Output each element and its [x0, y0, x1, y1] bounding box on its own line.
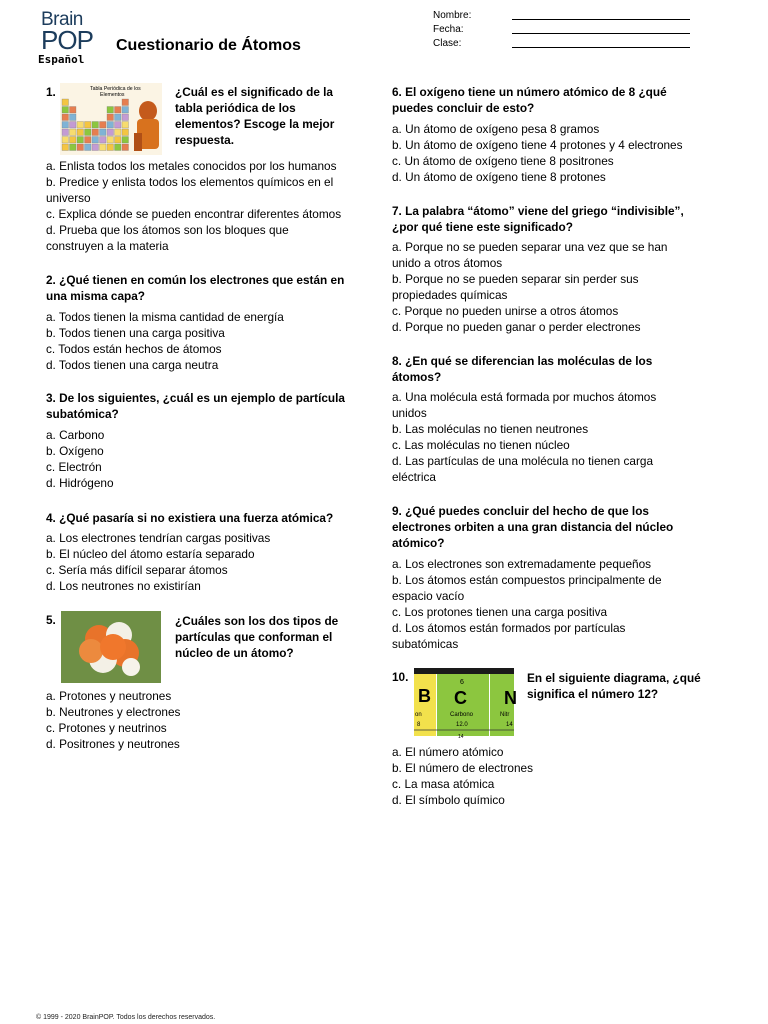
periodic-table-cell [92, 137, 99, 144]
periodic-table-cell [100, 137, 107, 144]
question-1-number: 1. [46, 85, 56, 99]
option-b[interactable]: b. Oxígeno [46, 444, 104, 458]
question-7-options [392, 239, 667, 335]
question-8-number: 8. [392, 354, 402, 368]
question-10-number: 10. [392, 670, 409, 684]
option-b-continued: propiedades químicas [392, 288, 508, 302]
field-line-nombre[interactable] [512, 19, 690, 20]
question-5-line: ¿Cuáles son los dos tipos de [175, 614, 339, 628]
option-c[interactable]: c. Sería más difícil separar átomos [46, 563, 228, 577]
question-5-line: núcleo de un átomo? [175, 646, 294, 660]
periodic-table-cell [107, 107, 114, 114]
option-b[interactable]: b. Todos tienen una carga positiva [46, 326, 225, 340]
option-a[interactable]: a. Protones y neutrones [46, 689, 172, 703]
periodic-table-cell [77, 129, 84, 136]
question-7-line: ¿por qué tiene este significado? [392, 220, 573, 234]
periodic-table-cell [70, 122, 77, 129]
question-5-options [46, 688, 180, 752]
question-9-line: atómico? [392, 536, 445, 550]
carbon-mass: 12.0 [456, 722, 468, 728]
question-3-line: De los siguientes, ¿cuál es un ejemplo de partícula [59, 391, 345, 405]
option-c[interactable]: c. La masa atómica [392, 777, 495, 791]
right-element-name: Nitr [500, 712, 510, 718]
option-a[interactable]: a. Enlista todos los metales conocidos por los humanos [46, 159, 337, 173]
page-title: Cuestionario de Átomos [116, 37, 301, 54]
question-2-text [46, 272, 344, 304]
question-1-line: tabla periódica de los [175, 101, 296, 115]
option-b[interactable]: b. Predice y enlista todos los elementos químicos en el [46, 175, 334, 189]
option-a[interactable]: a. Los electrones son extremadamente pequeños [392, 557, 652, 571]
question-3-number: 3. [46, 391, 56, 405]
field-line-fecha[interactable] [512, 33, 690, 34]
question-9-number: 9. [392, 504, 402, 518]
question-8-text [392, 353, 652, 385]
periodic-table-cell [85, 144, 92, 151]
option-d[interactable]: d. Los neutrones no existirían [46, 579, 201, 593]
question-8-line: ¿En qué se diferencian las moléculas de los [405, 354, 653, 368]
periodic-table-cell [122, 122, 129, 129]
option-d[interactable]: d. Positrones y neutrones [46, 737, 180, 751]
periodic-table-image [60, 83, 162, 155]
carbon-below-number: 14 [458, 734, 464, 740]
carbon-name: Carbono [450, 712, 474, 718]
diagram-top-bar [414, 668, 514, 674]
option-a[interactable]: a. Los electrones tendrían cargas positivas [46, 531, 271, 545]
option-d[interactable]: d. Las partículas de una molécula no tienen carga [392, 454, 654, 468]
periodic-table-cell [77, 122, 84, 129]
carbon-atomic-number: 6 [460, 679, 464, 686]
question-10-options [392, 744, 533, 808]
periodic-table-cell [85, 122, 92, 129]
question-2-options [46, 309, 284, 373]
question-9-line: electrones orbiten a una gran distancia del núcleo [392, 520, 674, 534]
periodic-table-cell [107, 122, 114, 129]
option-b-continued: espacio vacío [392, 589, 465, 603]
option-a-continued: unidos [392, 406, 427, 420]
question-10-line: En el siguiente diagrama, ¿qué [527, 671, 701, 685]
question-3-text [46, 390, 345, 422]
option-c[interactable]: c. Porque no pueden unirse a otros átomos [392, 304, 619, 318]
right-element-symbol: N [504, 688, 517, 708]
option-b[interactable]: b. Las moléculas no tienen neutrones [392, 422, 589, 436]
periodic-table-cell [100, 122, 107, 129]
periodic-table-cell [62, 114, 69, 121]
option-d[interactable]: d. Hidrógeno [46, 476, 114, 490]
question-7-text [392, 203, 684, 235]
periodic-table-cell [115, 129, 122, 136]
field-label-nombre: Nombre: [433, 10, 472, 21]
periodic-table-cell [107, 114, 114, 121]
option-a-continued: unido a otros átomos [392, 256, 503, 270]
question-3-line: subatómica? [46, 407, 119, 421]
option-d[interactable]: d. Todos tienen una carga neutra [46, 358, 219, 372]
option-b[interactable]: b. El número de electrones [392, 761, 533, 775]
left-element-symbol: B [418, 686, 431, 706]
periodic-table-cell [100, 129, 107, 136]
logo-brain-text: Brain [41, 9, 83, 30]
question-8-options [392, 389, 656, 485]
question-6-line: El oxígeno tiene un número atómico de 8 ¿qué [405, 85, 667, 99]
question-10-line: significa el número 12? [527, 687, 659, 701]
periodic-table-cell [62, 99, 69, 106]
nucleus-particle-orange [100, 634, 126, 660]
option-c[interactable]: c. Explica dónde se pueden encontrar diferentes átomos [46, 207, 342, 221]
right-element-mass: 14 [506, 722, 513, 728]
carbon-symbol: C [454, 688, 467, 708]
periodic-table-cell [115, 122, 122, 129]
option-d[interactable]: d. Los átomos están formados por partículas [392, 621, 626, 635]
question-5-number: 5. [46, 613, 56, 627]
option-a[interactable]: a. Porque no se pueden separar una vez que se han [392, 240, 668, 254]
periodic-table-cell [85, 129, 92, 136]
field-line-clase[interactable] [512, 47, 690, 48]
question-4-number: 4. [46, 511, 56, 525]
option-b[interactable]: b. El núcleo del átomo estaría separado [46, 547, 255, 561]
option-a[interactable]: a. El número atómico [392, 745, 504, 759]
option-c[interactable]: c. Protones y neutrinos [46, 721, 167, 735]
option-a[interactable]: a. Carbono [46, 428, 105, 442]
question-1-line: elementos? Escoge la mejor [175, 117, 335, 131]
periodic-table-cell [107, 137, 114, 144]
question-10-text [527, 670, 747, 702]
option-c[interactable]: c. Los protones tienen una carga positiva [392, 605, 608, 619]
periodic-table-cell [85, 137, 92, 144]
option-d-continued: construyen a la materia [46, 239, 169, 253]
periodic-table-image-label-2: Elementos [100, 92, 125, 98]
option-c[interactable]: c. Todos están hechos de átomos [46, 342, 222, 356]
periodic-table-cell [122, 99, 129, 106]
periodic-table-cell [100, 144, 107, 151]
periodic-table-cell [70, 137, 77, 144]
periodic-table-cell [115, 137, 122, 144]
option-a[interactable]: a. Un átomo de oxígeno pesa 8 gramos [392, 122, 600, 136]
cartoon-arm-shape [134, 133, 142, 151]
option-b-continued: universo [46, 191, 91, 205]
question-3-options [46, 427, 114, 491]
option-c[interactable]: c. Un átomo de oxígeno tiene 8 positrones [392, 154, 614, 168]
option-a[interactable]: a. Todos tienen la misma cantidad de energía [46, 310, 284, 324]
question-4-line: ¿Qué pasaría si no existiera una fuerza atómica? [59, 511, 334, 525]
nucleus-image [61, 611, 161, 683]
question-6-text [392, 84, 667, 116]
question-5-text [175, 613, 375, 661]
periodic-table-cell [92, 122, 99, 129]
periodic-table-image-label-1: Tabla Periódica de los [90, 86, 141, 92]
periodic-table-cell [107, 144, 114, 151]
option-b[interactable]: b. Un átomo de oxígeno tiene 4 protones y 4 electrones [392, 138, 683, 152]
periodic-table-cell [115, 144, 122, 151]
periodic-table-cell [122, 114, 129, 121]
question-2-line: ¿Qué tienen en común los electrones que están en [59, 273, 345, 287]
nucleus-particle-orange [79, 639, 103, 663]
copyright-footer: © 1999 - 2020 BrainPOP. Todos los derechos reservados. [36, 1014, 216, 1021]
question-7-number: 7. [392, 204, 402, 218]
periodic-table-cell [92, 129, 99, 136]
periodic-table-cell [62, 107, 69, 114]
option-d[interactable]: d. Prueba que los átomos son los bloques que [46, 223, 289, 237]
periodic-table-cell [70, 114, 77, 121]
question-1-line: ¿Cuál es el significado de la [175, 85, 333, 99]
logo-espanol-text: Español [38, 53, 85, 66]
option-d[interactable]: d. Un átomo de oxígeno tiene 8 protones [392, 170, 606, 184]
question-8-line: átomos? [392, 370, 442, 384]
periodic-table-cell [70, 144, 77, 151]
periodic-table-cell [122, 144, 129, 151]
question-2-line: una misma capa? [46, 289, 146, 303]
question-9-line: ¿Qué puedes concluir del hecho de que los [405, 504, 649, 518]
option-a[interactable]: a. Una molécula está formada por muchos átomos [392, 390, 657, 404]
brainpop-logo [38, 10, 108, 66]
periodic-table-cell [122, 107, 129, 114]
question-6-options [392, 121, 683, 185]
question-7-line: La palabra “átomo” viene del griego “indivisible”, [405, 204, 684, 218]
periodic-table-cell [77, 137, 84, 144]
logo-pop-text: POP [41, 25, 93, 55]
periodic-table-cell [70, 107, 77, 114]
left-element-name: on [415, 712, 422, 718]
option-c[interactable]: c. Las moléculas no tienen núcleo [392, 438, 570, 452]
periodic-table-cell [62, 122, 69, 129]
question-9-options [392, 556, 662, 652]
option-d[interactable]: d. Porque no pueden ganar o perder electrones [392, 320, 641, 334]
periodic-table-cell [115, 114, 122, 121]
periodic-table-grid [62, 99, 129, 151]
option-d-continued: eléctrica [392, 470, 436, 484]
option-c[interactable]: c. Electrón [46, 460, 102, 474]
option-d-continued: subatómicas [392, 637, 459, 651]
question-6-line: puedes concluir de esto? [392, 101, 535, 115]
periodic-table-cell [62, 144, 69, 151]
option-b[interactable]: b. Los átomos están compuestos principalmente de [392, 573, 662, 587]
periodic-table-cell [77, 144, 84, 151]
field-label-clase: Clase: [433, 38, 462, 49]
option-b[interactable]: b. Neutrones y electrones [46, 705, 181, 719]
option-d[interactable]: d. El símbolo químico [392, 793, 505, 807]
field-label-fecha: Fecha: [433, 24, 464, 35]
periodic-table-cell [122, 137, 129, 144]
cartoon-head-shape [139, 101, 157, 121]
question-1-text [175, 84, 375, 148]
periodic-table-cell [62, 137, 69, 144]
option-b[interactable]: b. Porque no se pueden separar sin perder sus [392, 272, 639, 286]
carbon-element-diagram [414, 668, 517, 740]
left-element-mass: 8 [417, 722, 421, 728]
question-1-line: respuesta. [175, 133, 235, 147]
question-1-options [46, 158, 341, 254]
question-4-text [46, 510, 333, 526]
question-2-number: 2. [46, 273, 56, 287]
question-5-line: partículas que conforman el [175, 630, 333, 644]
question-4-options [46, 530, 270, 594]
periodic-table-cell [115, 107, 122, 114]
periodic-table-cell [62, 129, 69, 136]
periodic-table-cell [92, 144, 99, 151]
periodic-table-cell [122, 129, 129, 136]
periodic-table-cell [70, 129, 77, 136]
question-6-number: 6. [392, 85, 402, 99]
question-9-text [392, 503, 673, 551]
nucleus-particle-white [122, 658, 140, 676]
periodic-table-cell [107, 129, 114, 136]
